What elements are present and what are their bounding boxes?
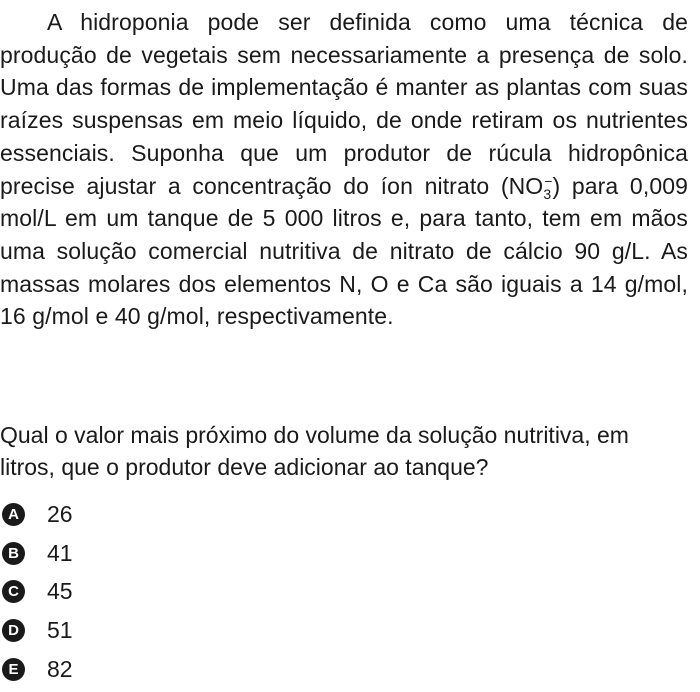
passage-part-1: A hidroponia pode ser definida como uma técnica de produção de vegetais sem necessariamente a presença de solo. Uma das formas de implementação é manter as plantas com suas raízes suspensas em meio líquido, de onde retiram os nutrientes essenciais. Suponha que um produtor de rúcula hidropônica precise ajustar a concentração do íon nitrato (NO [0,9,688,199]
option-d-value: 51 [47,616,73,643]
option-a-letter-badge: A [2,503,25,526]
option-e[interactable] [0,650,73,689]
nitrate-subscript: 3 [543,185,552,202]
option-c-value: 45 [47,578,73,605]
option-d[interactable] [0,611,73,650]
question-text: Qual o valor mais próximo do volume da solução nutritiva, em litros, que o produtor deve adicionar ao tanque? [0,422,629,480]
option-d-letter-badge: D [2,619,25,642]
option-b-value: 41 [47,539,73,566]
answer-options [0,495,73,688]
option-e-letter-badge: E [2,658,25,681]
option-c-letter-badge: C [2,580,25,603]
option-e-value: 82 [47,655,73,682]
option-b[interactable] [0,534,73,573]
option-c[interactable] [0,572,73,611]
passage-part-2: ) para 0,009 mol/L em um tanque de 5 000 litros e, para tanto, tem em mãos uma solução comercial nutritiva de nitrato de cálcio 90 g/L. As massas molares dos elementos N, O e Ca são iguais a 14 g/mol, 16 g/mol e 40 g/mol, respectivamente. [0,172,688,330]
option-a-value: 26 [47,500,73,527]
option-a[interactable] [0,495,73,534]
passage-text [0,6,688,333]
nitrate-charge-superscript: − [544,172,553,189]
option-b-letter-badge: B [2,542,25,565]
